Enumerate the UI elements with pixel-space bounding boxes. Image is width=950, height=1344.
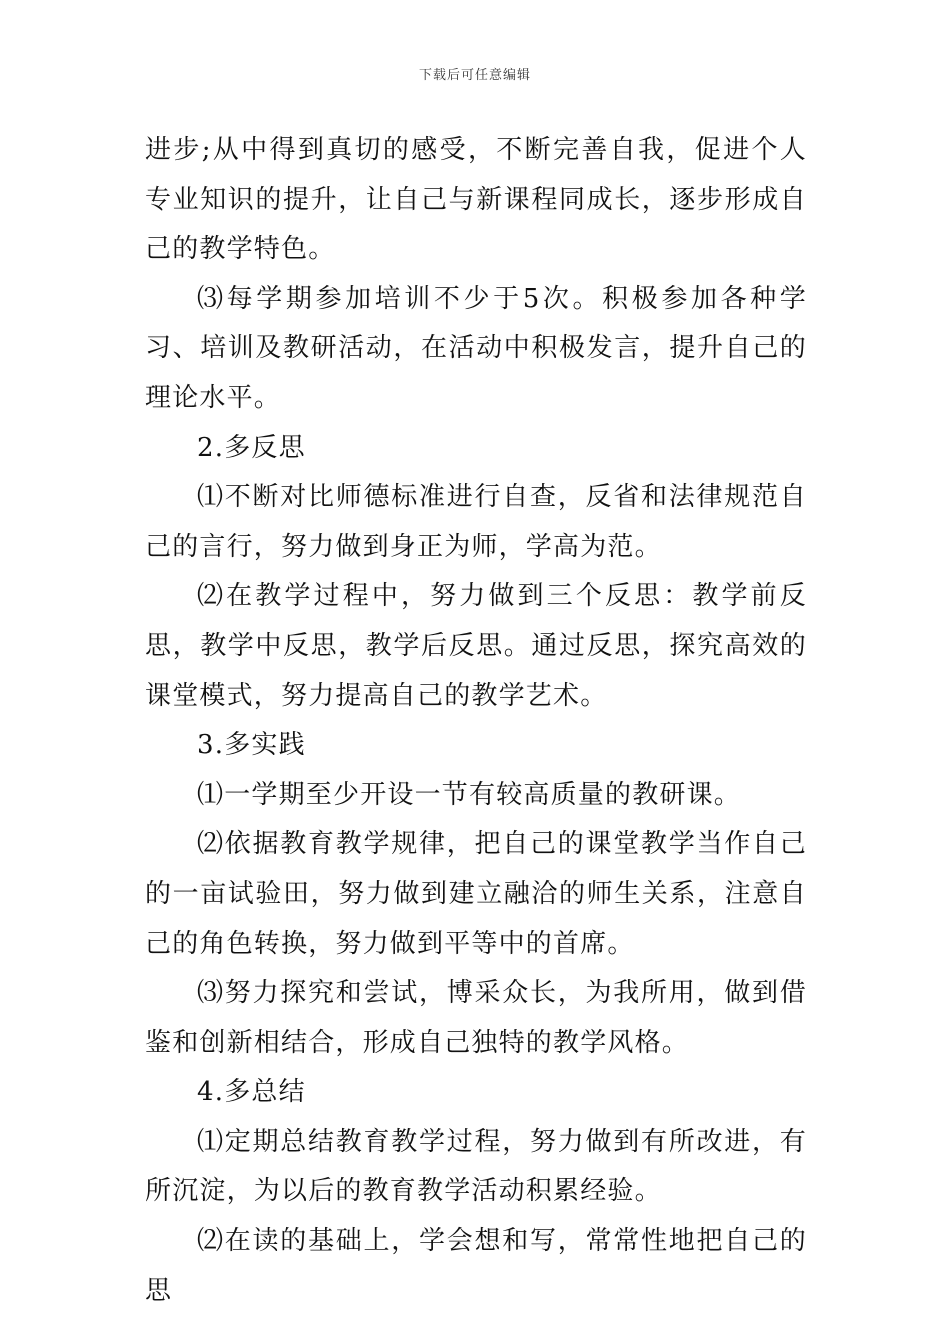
paragraph: ⑵依据教育教学规律，把自己的课堂教学当作自己的一亩试验田，努力做到建立融洽的师生关系，注意自己的角色转换，努力做到平等中的首席。 [145, 829, 807, 959]
paragraph: ⑶努力探究和尝试，博采众长，为我所用，做到借鉴和创新相结合，形成自己独特的教学风格。 [145, 978, 807, 1058]
page-header: 下载后可任意编辑 [418, 68, 531, 83]
paragraph: ⑶每学期参加培训不少于5次。积极参加各种学习、培训及教研活动，在活动中积极发言，提升自己的理论水平。 [145, 283, 807, 413]
section-heading: 2.多反思 [197, 432, 306, 463]
paragraph: ⑵在教学过程中，努力做到三个反思：教学前反思，教学中反思，教学后反思。通过反思，探究高效的课堂模式，努力提高自己的教学艺术。 [145, 581, 807, 711]
paragraph: 进步;从中得到真切的感受，不断完善自我，促进个人专业知识的提升，让自己与新课程同成长，逐步形成自己的教学特色。 [145, 135, 807, 265]
document-body [145, 126, 807, 1316]
paragraph: ⑵在读的基础上，学会想和写，常常性地把自己的思 [145, 1226, 807, 1306]
paragraph: ⑴不断对比师德标准进行自查，反省和法律规范自己的言行，努力做到身正为师，学高为范。 [145, 482, 807, 562]
section-heading: 3.多实践 [197, 730, 306, 761]
paragraph: ⑴定期总结教育教学过程，努力做到有所改进，有所沉淀，为以后的教育教学活动积累经验。 [145, 1126, 807, 1207]
section-heading: 4.多总结 [197, 1077, 306, 1108]
paragraph: ⑴一学期至少开设一节有较高质量的教研课。 [197, 779, 742, 810]
